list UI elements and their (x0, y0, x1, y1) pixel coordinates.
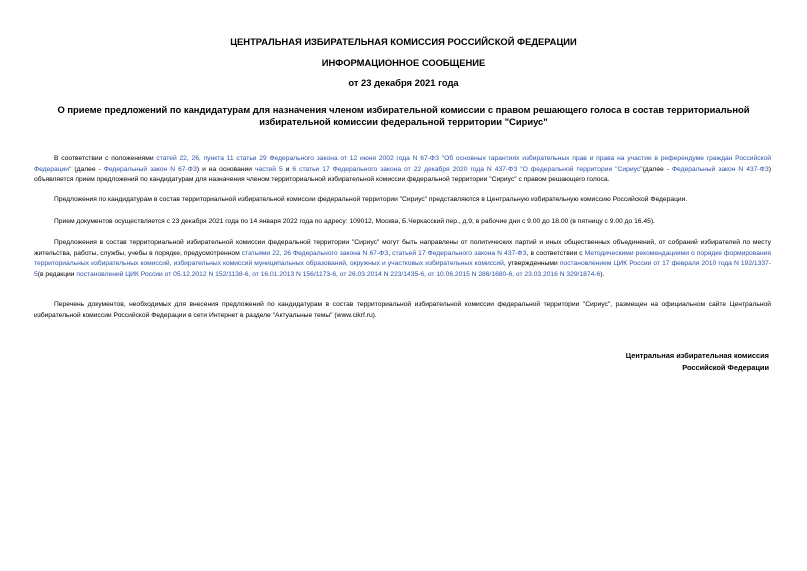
link-part5[interactable]: частей 5 (255, 165, 283, 173)
signature-block (626, 350, 769, 374)
link-fz437-article17[interactable]: 6 статьи 17 Федерального закона от 22 декабря 2020 года N 437-ФЗ "О федеральной территории "Сириус" (292, 165, 643, 173)
p4-text: , (388, 249, 393, 257)
link-fz67[interactable]: Федеральный закон N 67-ФЗ (103, 165, 197, 173)
doc-title: О приеме предложений по кандидатурам для назначения членом избирательной комиссии с правом решающего голоса в состав территориальной избирательной комиссии федеральной территории "Сириус" (57, 104, 750, 127)
p3-text: Прием документов осуществляется с 23 декабря 2021 года по 14 января 2022 года по адресу: 109012, Москва, Б.Черкасский пер., д.9, в рабочие дни с 9.00 до 18.00 (в пятницу с 9.00 до 16.45). (54, 218, 655, 225)
p1-text: ) объявляется прием предложений по кандидатурам для назначения членом территориальной избирательной комиссии федеральной территории "Сириус" с правом решающего голоса. (34, 165, 771, 183)
p1-text: В соответствии с положениями (54, 155, 157, 162)
signature-line-1: Центральная избирательная комиссия (625, 351, 769, 360)
p4-text: , утвержденными (503, 260, 560, 267)
p1-text: (далее - (71, 165, 104, 173)
link-fz67-articles-22-26[interactable]: статьями 22, 26 Федерального закона N 67-ФЗ (241, 249, 389, 257)
p4-text: (в редакции (37, 270, 77, 278)
paragraph-2 (34, 195, 771, 206)
paragraph-5 (34, 300, 771, 321)
org-heading: ЦЕНТРАЛЬНАЯ ИЗБИРАТЕЛЬНАЯ КОМИССИЯ РОССИЙСКОЙ ФЕДЕРАЦИИ (230, 36, 577, 47)
p1-text: (далее - (642, 165, 672, 173)
p4-text: , в соответствии с (526, 249, 585, 257)
p4-text: ). (600, 270, 605, 278)
doc-type-heading: ИНФОРМАЦИОННОЕ СООБЩЕНИЕ (321, 57, 486, 68)
p1-text: и (282, 165, 293, 173)
link-cik-resolution-2010[interactable]: постановлением ЦИК России от 17 февраля 2010 года N 192/1337-5 (34, 260, 771, 278)
p4-text: Предложения в состав территориальной избирательной комиссии федеральной территории "Сириус" могут быть направлены от политических партий и иных общественных объединений, от собраний избирателей по месту жительства, работы, службы, учебы в порядке, предусмотренном (34, 239, 771, 257)
p2-text: Предложения по кандидатурам в состав территориальной избирательной комиссии федеральной территории "Сириус" представляются в Центральную избирательную комиссию Российской Федерации. (54, 196, 688, 203)
link-fz437[interactable]: Федеральный закон N 437-ФЗ (671, 165, 769, 173)
link-fz437-article17[interactable]: статьей 17 Федерального закона N 437-ФЗ (392, 249, 527, 257)
signature-line-2: Российской Федерации (682, 363, 769, 372)
paragraph-3 (34, 217, 771, 228)
paragraph-4 (34, 238, 771, 280)
paragraph-1 (34, 154, 771, 186)
link-fz67-articles[interactable]: статей 22, 26, пункта 11 статьи 29 Федерального закона от 12 июня 2002 года N 67-ФЗ "Об основных гарантиях избирательных прав и права на участие в референдуме граждан Российской Федерации" (34, 155, 771, 173)
p1-text: ) и на основании (196, 165, 255, 173)
link-cik-resolutions-amendments[interactable]: постановлений ЦИК России от 05.12.2012 N 152/1138-6, от 16.01.2013 N 156/1173-6, от 26.03.2014 N 223/1435-6, от 10.06.2015 N 286/1680-6, от 23.03.2016 N 329/1874-6 (76, 270, 601, 278)
link-methodical-recommendations[interactable]: Методическими рекомендациями о порядке формирования территориальных избирательных комиссий, избирательных комиссий муниципальных образований, окружных и участковых избирательных комиссий (34, 249, 772, 267)
p5-text: Перечень документов, необходимых для внесения предложений по кандидатурам в состав территориальной избирательной комиссии федеральной территории "Сириус", размещен на официальном сайте Центральной избирательной комиссии Российской Федерации в сети Интернет в разделе "Актуальные темы" (www.cikrf.ru). (34, 301, 771, 319)
doc-date: от 23 декабря 2021 года (348, 77, 459, 88)
